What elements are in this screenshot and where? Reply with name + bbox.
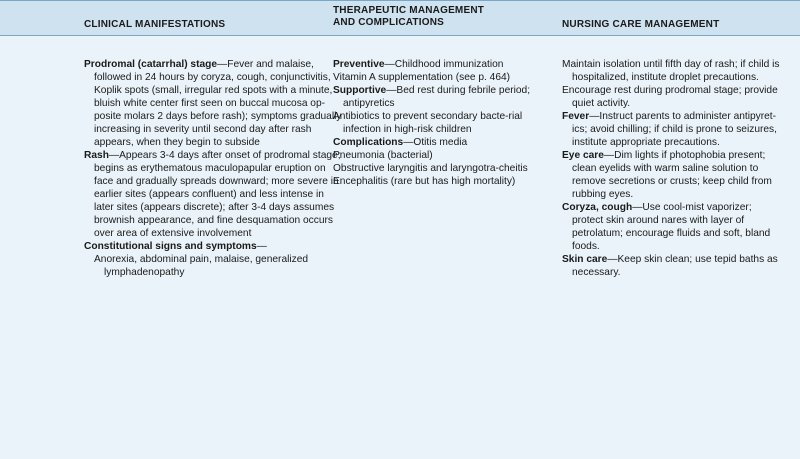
prodromal-stage-entry (84, 58, 346, 149)
coryza-text: —Use cool-mist vaporizer; protect skin around nares with layer of petrolatum; encourage fluids and soft, bland foods. (572, 202, 771, 252)
header-therapeutic-line2: AND COMPLICATIONS (333, 17, 444, 28)
constitutional-text: Anorexia, abdominal pain, malaise, generalized lymphadenopathy (94, 254, 309, 278)
eye-care-heading: Eye care (562, 150, 604, 161)
antibiotics-entry: Antibiotics to prevent secondary bacte-rial infection in high-risk children (333, 111, 523, 135)
supportive-entry (333, 84, 545, 110)
eye-care-text: —Dim lights if photophobia present; clean eyelids with warm saline solution to remove secretions or crusts; keep child from rubbing eyes. (572, 150, 772, 200)
nursing-care-column (562, 58, 780, 279)
supportive-text: —Bed rest during febrile period; antipyretics (343, 85, 531, 109)
table-header (0, 0, 800, 36)
clinical-manifestations-column (84, 58, 346, 279)
fever-heading: Fever (562, 111, 590, 122)
constitutional-entry (84, 240, 346, 253)
vitamin-a-entry: Vitamin A supplementation (see p. 464) (333, 72, 511, 83)
skin-care-entry (562, 253, 780, 279)
header-nursing-care: NURSING CARE MANAGEMENT (562, 19, 720, 30)
coryza-entry (562, 201, 780, 253)
constitutional-dash: — (256, 241, 267, 252)
complications-entry (333, 136, 545, 149)
fever-text: —Instruct parents to administer antipyret-ics; avoid chilling; if child is prone to seizures, institute appropriate precautions. (572, 111, 777, 148)
laryngitis-entry: Obstructive laryngitis and laryngotra-cheitis (333, 163, 528, 174)
header-therapeutic-line1: THERAPEUTIC MANAGEMENT (333, 5, 485, 16)
skin-care-text: —Keep skin clean; use tepid baths as necessary. (572, 254, 778, 278)
rash-text: —Appears 3-4 days after onset of prodromal stage; begins as erythematous maculopapular eruption on face and gradually spreads downward; more severe in earlier sites (appears confluent) and less intense in later sites (appears discrete); after 3-4 days assumes brownish appearance, and fine desquamation occurs over area of extensive involvement (94, 150, 341, 239)
pneumonia-entry: Pneumonia (bacterial) (333, 150, 433, 161)
encephalitis-entry: Encephalitis (rare but has high mortality) (333, 176, 516, 187)
fever-entry (562, 110, 780, 149)
preventive-text: —Childhood immunization (384, 59, 504, 70)
rash-heading: Rash (84, 150, 109, 161)
supportive-heading: Supportive (333, 85, 387, 96)
rash-entry (84, 149, 346, 240)
header-therapeutic-management (333, 5, 533, 29)
prodromal-stage-text: —Fever and malaise, followed in 24 hours by coryza, cough, conjunctivitis, Koplik spots (small, irregular red spots with a minute, bluish white center first seen on buccal mucosa op-posite molars 2 days before rash); symptoms gradually increasing in severity until second day after rash appears, when they begin to subside (94, 59, 342, 148)
therapeutic-management-column (333, 58, 545, 188)
complications-text: —Otitis media (403, 137, 468, 148)
prodromal-stage-heading: Prodromal (catarrhal) stage (84, 59, 218, 70)
preventive-entry (333, 58, 545, 71)
isolation-entry: Maintain isolation until fifth day of rash; if child is hospitalized, institute droplet precautions. (562, 59, 780, 83)
complications-heading: Complications (333, 137, 404, 148)
rest-entry: Encourage rest during prodromal stage; provide quiet activity. (562, 85, 778, 109)
preventive-heading: Preventive (333, 59, 385, 70)
constitutional-heading: Constitutional signs and symptoms (84, 241, 257, 252)
skin-care-heading: Skin care (562, 254, 608, 265)
eye-care-entry (562, 149, 780, 201)
header-clinical-manifestations: CLINICAL MANIFESTATIONS (84, 19, 226, 30)
coryza-heading: Coryza, cough (562, 202, 633, 213)
